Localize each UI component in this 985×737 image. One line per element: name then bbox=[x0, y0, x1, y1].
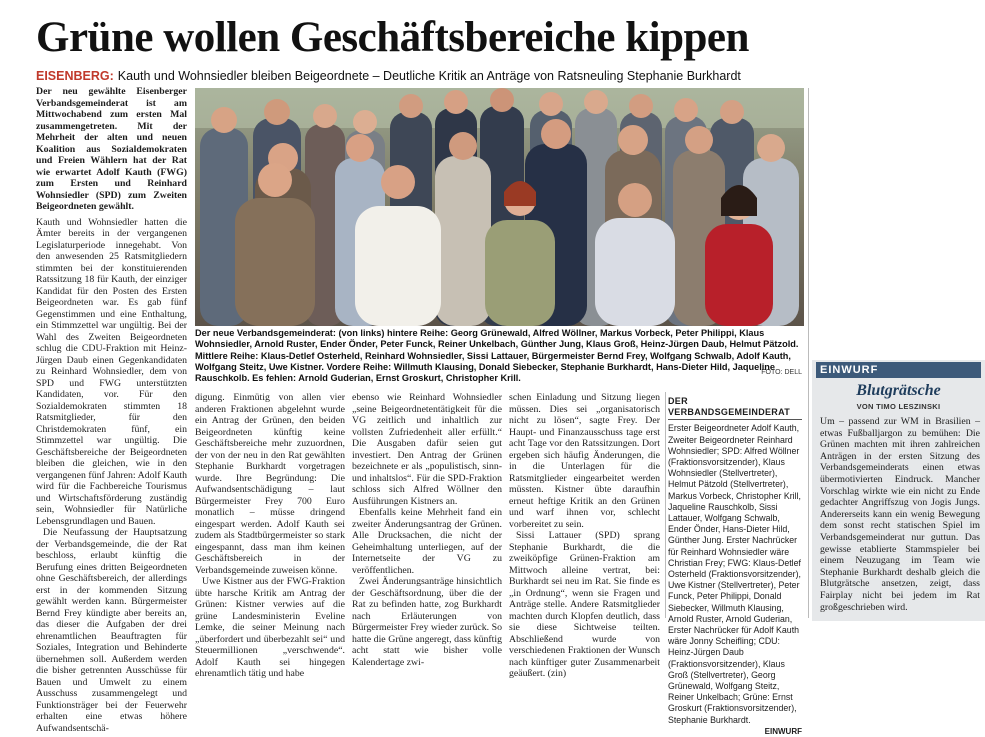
article-lead: Der neu gewählte Eisenberger Verbandsgemeinderat ist am Mittwochabend zum ersten Mal zusammengetreten. Mit der Mehrheit der alten und neuen Koalition aus Sozialdemokraten und Freien Wählern hat der Rat wie erwartet Adolf Kauth (FWG) zum Ersten und Reinhard Wohnsiedler (SPD) zum Zweiten Beigeordneten gewählt. bbox=[36, 86, 187, 212]
headline: Grüne wollen Geschäftsbereiche kippen bbox=[36, 14, 749, 61]
infobox-title: DER VERBANDSGEMEINDERAT bbox=[668, 396, 802, 420]
article-paragraph: digung. Einmütig von allen vier anderen Fraktionen abgelehnt wurde ein Antrag der Grünen, den beiden Beigeordneten künftig keine Geschäftsbereiche mehr zuzuordnen, der von der neu in den Rat gewählten Stephanie Burkhardt vorgetragen wurde. Ihre Begründung: Die Aufwandsentschädigung – laut Bürgermeister Frey 700 Euro monatlich – müsse dringend eingespart werden. Adolf Kauth sei zudem als Stadtbürgermeister so stark eingespannt, dass man ihm keinen Geschäftsbereich in der Verbandsgemeinde zuweisen könne. bbox=[195, 392, 345, 576]
commentary-author: VON TIMO LESZINSKI bbox=[856, 402, 941, 411]
article-paragraph: Kauth und Wohnsiedler hatten die Ämter bereits in der vergangenen Legislaturperiode innegehabt. Von den anwesenden 25 Ratsmitgliedern stimmten bei der konstituierenden Ratssitzung 18 für Kauth, der einziger Kandidat für den Posten des Ersten Beigeordneten war. Es gab fünf Gegenstimmen und eine Enthaltung, ein Stimmzettel war ungültig. Bei der Wahl des Zweiten Beigeordneten schlug die CDU-Fraktion mit Heinz-Jürgen Daub einen Gegenkandidaten zu Reinhard Wohnsiedler, dem von SPD und FWG unterstützten Kandidaten, vor. Für den Sozialdemokraten stimmten 18 Ratsmitglieder, für den Christdemokraten fünf, ein Stimmzettel war ungültig. Die Geschäftsbereiche der Beigeordneten bleiben die gleichen, wie in den vergangenen fünf Jahren: Adolf Kauth wird für die Fachbereiche Tourismus und Wirtschaftsförderung zuständig sein, Wohnsiedler für Natürliche Lebensgrundlagen und Bauen. bbox=[36, 216, 187, 527]
article-paragraph: Uwe Kistner aus der FWG-Fraktion übte harsche Kritik am Antrag der Grünen: Kistner verwies auf die grüne Landesministerin Eveline Lemke, die seiner Meinung nach „überfordert und überbezahlt sei“ und Steuermillionen „verschwende“. Adolf Kauth sei hingegen ehrenamtlich tätig und habe bbox=[195, 576, 345, 679]
article-column-4 bbox=[509, 392, 660, 679]
infobox-text: Erster Beigeordneter Adolf Kauth, Zweiter Beigeordneter Reinhard Wohnsiedler; SPD: Alfred Wöllner (Fraktionsvorsitzender), Klaus Wohnsiedler (Stellvertreter), Helmut Pätzold (Stellvertreter), Markus Vorbeck, Christopher Krill, Jaqueline Rauschkolb, Sissi Lattauer, Wolfgang Schwalb, Ender Önder, Hans-Dieter Hild, Günther Jung. Erster Nachrücker für Reinhard Wohnsiedler wäre Christian Frey; FWG: Klaus-Detlef Osterheld (Fraktionsvorsitzender), Uwe Kistner (Stellvertreter), Peter Funck, Peter Philippi, Donald Siebecker, Willmuth Klausing, Arnold Ruster, Arnold Guderian, Erster Nachrücker für Adolf Kauth wäre Jonny Scheifling; CDU: Heinz-Jürgen Daub (Fraktionsvorsitzender), Klaus Groß (Stellvertreter), Georg Grünewald, Wolfgang Steitz, Reiner Unkelbach; Grüne: Ernst Groskurt (Fraktionsvorsitzender), Stephanie Burkhardt. bbox=[668, 423, 801, 725]
column-divider bbox=[808, 88, 809, 618]
photo-caption-text: Der neue Verbandsgemeinderat: (von links) hintere Reihe: Georg Grünewald, Alfred Wöllner, Markus Vorbeck, Peter Philippi, Klaus Wohnsiedler, Arnold Ruster, Ender Önder, Peter Funck, Reiner Unkelbach, Günther Jung, Klaus Groß, Heinz-Jürgen Daub, Helmut Pätzold. Mittlere Reihe: Klaus-Detlef Osterheld, Reinhard Wohnsiedler, Sissi Lattauer, Bürgermeister Bernd Frey, Wolfgang Schwalb, Adolf Kauth, Wolfgang Steitz, Uwe Kistner. Vordere Reihe: Willmuth Klausing, Donald Siebecker, Stephanie Burkhardt, Hans-Dieter Hild, Jaqueline Rauschkolb. Es fehlen: Arnold Guderian, Ernst Groskurt, Christopher Krill. bbox=[195, 328, 799, 384]
article-paragraph: Sissi Lattauer (SPD) sprang Stephanie Burkhardt, die die zweiköpfige Grünen-Fraktion am Mittwoch alleine vertrat, bei: Burkhardt sei neu im Rat. Sie finde es „in Ordnung“, wenn sie Fragen und Anträge stelle. Andere Ratsmitglieder machten durch Klopfen deutlich, dass sie diese Sichtweise teilten. Abschließend wurde von verschiedenen Fraktionen der Wunsch nach künftiger guter Zusammenarbeit geäußert. (zin) bbox=[509, 530, 660, 679]
article-paragraph: schen Einladung und Sitzung liegen müssen. Dies sei „organisatorisch nicht zu lösen“, sagte Frey. Der Haupt- und Finanzausschuss tage erst acht Tage vor den Ratssitzungen. Dort ergeben sich häufig Änderungen, die in die Unterlagen für die Ratsmitglieder eingearbeitet werden müssten. Kistner übte daraufhin erneut heftige Kritik an den Grünen und warf ihnen vor, schlecht vorbereitet zu sein. bbox=[509, 392, 660, 530]
photo-credit: FOTO: DELL bbox=[761, 369, 802, 376]
dateline: EISENBERG: bbox=[36, 69, 114, 83]
article-paragraph: Ebenfalls keine Mehrheit fand ein zweiter Änderungsantrag der Grünen. Alle Drucksachen, die nicht der Geheimhaltung unterliegen, auf der Internetseite der VG zu veröffentlichen. bbox=[352, 507, 502, 576]
article-paragraph: Zwei Änderungsanträge hinsichtlich der Geschäftsordnung, über die der Rat zu befinden hatte, zog Burkhardt nach Erläuterungen von Bürgermeister Frey wieder zurück. So hatte die Grüne angeregt, dass künftig acht statt wie bisher volle Kalendertage zwi- bbox=[352, 576, 502, 668]
subheadline-text: Kauth und Wohnsiedler bleiben Beigeordnete – Deutliche Kritik an Anträge von Ratsneuling Stephanie Burkhardt bbox=[117, 69, 741, 83]
group-photo-image bbox=[195, 88, 804, 326]
infobox-signature: EINWURF bbox=[764, 726, 802, 736]
commentary-text: Um – passend zur WM in Brasilien – etwas Fußballjargon zu bemühen: Die Grünen machten mit ihren zahlreichen Anträgen in der ersten Sitzung des Verbandsgemeinderats einen etwas übermotivierten Eindruck. Mancher Vorschlag wirkte wie ein nicht zu Ende gedachter Angriffszug von Jogis Jungs. Andererseits kann ein wenig Bewegung dem sonst recht statischen Spiel im Verbandsgemeinderat nur guttun. Das gewisse etablierte Stammspieler bei einem Neuzugang im Team wie Stephanie Burkhardt deshalb gleich die Blutgrätsche ansetzen, zeigt, dass Fairplay nicht bei jedem im Rat großgeschrieben wird. bbox=[820, 416, 980, 613]
article-column-2 bbox=[195, 392, 345, 679]
photo-caption bbox=[195, 328, 804, 384]
article-column-3 bbox=[352, 392, 502, 668]
council-infobox bbox=[668, 396, 802, 736]
article-paragraph: Die Neufassung der Hauptsatzung der Verbandsgemeinde, die der Rat beschloss, erlaubt künftig die Berufung eines dritten Beigeordneten ohne Geschäftsbereich, der allerdings erst in der kommenden Sitzung gewählt werden kann. Bürgermeister Bernd Frey kündigte aber bereits an, das dieser die Aufgaben der drei ehrenamtlichen Beauftragten für Soziales, Integration und Behinderte übernehmen soll. Außerdem werden die bisher getrennten Ausschüsse für Bauen und Umwelt zu einem Ausschuss zusammengelegt und Funktionsträger bei der Feuerwehr erhalten eine etwas höhere Aufwandsentschä- bbox=[36, 527, 187, 734]
commentary-title: Blutgrätsche bbox=[856, 382, 941, 399]
article-paragraph: ebenso wie Reinhard Wohnsiedler „seine Beigeordnetentätigkeit für die VG zeitlich und inhaltlich zur vollsten Zufriedenheit aller erfüllt.“ Die Ausgaben dafür seien gut investiert. Den Antrag der Grünen bezeichnete er als „populistisch, sinn- und inhaltslos“. Für die SPD-Fraktion schloss sich Alfred Wöllner den Ausführungen Kistners an. bbox=[352, 392, 502, 507]
commentary-box bbox=[812, 360, 985, 621]
group-photo bbox=[195, 88, 804, 326]
commentary-label: EINWURF bbox=[816, 362, 981, 378]
column-divider bbox=[665, 392, 666, 618]
subheadline bbox=[36, 68, 786, 84]
article-column-1 bbox=[36, 86, 187, 734]
